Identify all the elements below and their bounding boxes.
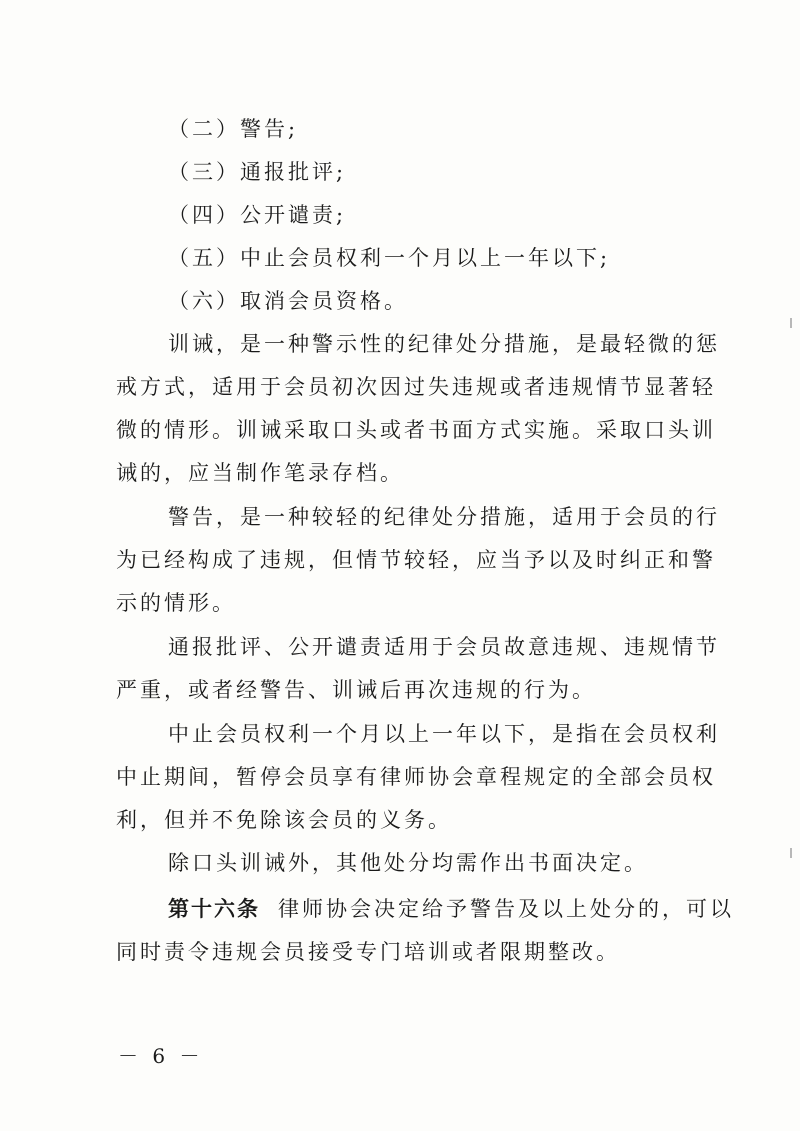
- paragraph-criticism-line: 严重，或者经警告、训诫后再次违规的行为。: [116, 678, 596, 702]
- paragraph-suspension-line: 中止会员权利一个月以上一年以下，是指在会员权利: [168, 722, 720, 746]
- paragraph-admonition-line: 戒方式，适用于会员初次因过失违规或者违规情节显著轻: [116, 375, 716, 399]
- paragraph-warning-line: 示的情形。: [116, 591, 236, 615]
- scan-mark: [790, 848, 792, 858]
- paragraph-warning-line: 警告，是一种较轻的纪律处分措施，适用于会员的行: [168, 505, 720, 529]
- article-16-text: 律师协会决定给予警告及以上处分的，可以: [278, 897, 734, 921]
- paragraph-suspension-line: 中止期间，暂停会员享有律师协会章程规定的全部会员权: [116, 765, 716, 789]
- paragraph-admonition-line: 诫的，应当制作笔录存档。: [116, 461, 404, 485]
- list-item-warning: （二）警告;: [168, 117, 299, 141]
- list-item-censure: （四）公开谴责;: [168, 203, 347, 227]
- scan-mark: [790, 318, 792, 328]
- paragraph-criticism-line: 通报批评、公开谴责适用于会员故意违规、违规情节: [168, 635, 720, 659]
- paragraph-admonition-line: 训诫，是一种警示性的纪律处分措施，是最轻微的惩: [168, 332, 720, 356]
- paragraph-suspension-line: 利，但并不免除该会员的义务。: [116, 808, 452, 832]
- list-item-criticism: （三）通报批评;: [168, 160, 347, 184]
- paragraph-admonition-line: 微的情形。训诫采取口头或者书面方式实施。采取口头训: [116, 418, 716, 442]
- article-16-line: 同时责令违规会员接受专门培训或者限期整改。: [116, 940, 620, 964]
- page-number: － 6 －: [118, 1044, 204, 1068]
- list-item-revocation: （六）取消会员资格。: [168, 289, 408, 313]
- article-16-line: [168, 894, 734, 924]
- article-16-heading: 第十六条: [168, 896, 260, 921]
- paragraph-warning-line: 为已经构成了违规，但情节较轻，应当予以及时纠正和警: [116, 548, 716, 572]
- paragraph-written-decision: 除口头训诫外，其他处分均需作出书面决定。: [168, 851, 648, 875]
- list-item-suspension: （五）中止会员权利一个月以上一年以下;: [168, 246, 611, 270]
